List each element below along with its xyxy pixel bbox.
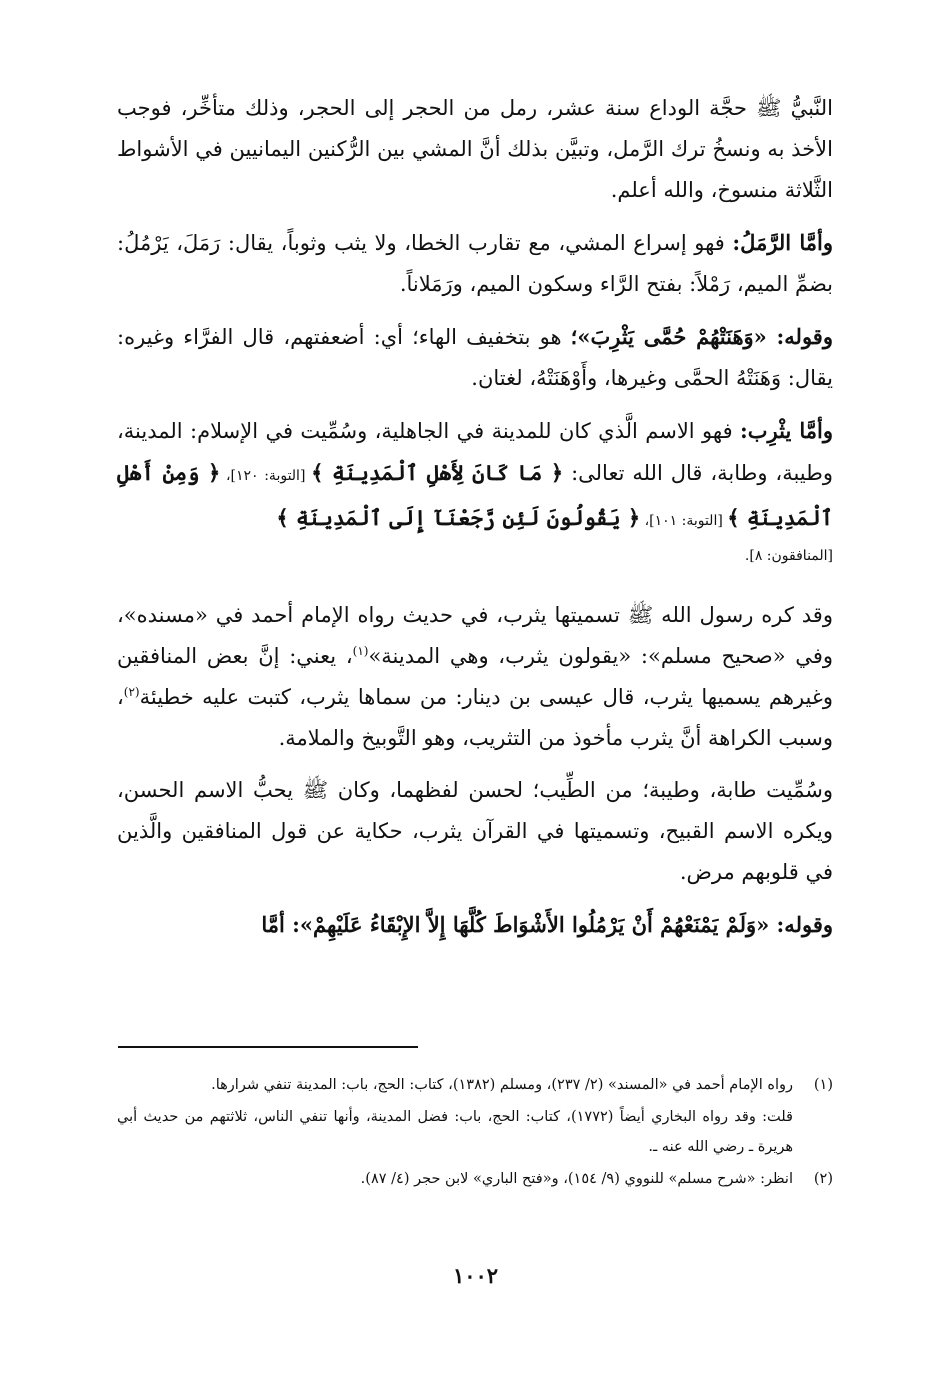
page-body <box>117 88 833 957</box>
paragraph-text: فهو إسراع المشي، مع تقارب الخطا، ولا يثب وثوباً، يقال: رَمَلَ، يَرْمُلُ: بضمِّ الميم، رَمْلاً: بفتح الرَّاء وسكون الميم، ورَمَلاناً. <box>117 231 833 296</box>
paragraph-text: ، يعني: إنَّ بعض المنافقين وغيرهم يسميها يثرب، قال عيسى بن دينار: من سماها يثرب، كتبت عليه خطيئة <box>117 644 833 709</box>
footnote-item <box>117 1164 833 1194</box>
verse-reference: [التوبة: ١٠١]، <box>640 513 728 529</box>
verse-reference: [التوبة: ١٢٠]، <box>220 468 312 484</box>
footnote-text: قلت: وقد رواه البخاري أيضاً (١٧٧٢)، كتاب: الحج، باب: فضل المدينة، وأنها تنفي الناس، ثلاثتهم من حديث أبي هريرة ـ رضي الله عنه ـ. <box>117 1109 793 1155</box>
paragraph-text: فهو الاسم الَّذي كان للمدينة في الجاهلية، وسُمِّيت في الإسلام: المدينة، وطيبة، وطابة، قال الله تعالى: <box>117 419 833 485</box>
footnote-text: انظر: «شرح مسلم» للنووي (٩/ ١٥٤)، و«فتح الباري» لابن حجر (٤/ ٨٧). <box>360 1171 793 1187</box>
paragraph-text: هو بتخفيف الهاء؛ أي: أضعفتهم، قال الفرَّاء وغيره: يقال: وَهَنَتْهُ الحمَّى وغيرها، وأَوْهَنَتْهُ، لغتان. <box>117 325 833 390</box>
quran-verse: ﴿ وَمِنْ أَهْلِ ٱلْمَدِينَةِ ﴾ <box>117 460 833 530</box>
verse-reference: [المنافقون: ٨]. <box>744 548 833 564</box>
paragraph-yathrib <box>117 410 833 542</box>
footnote-separator <box>118 1046 418 1048</box>
footnote-number: (١) <box>813 1077 833 1093</box>
paragraph-text: ، وسبب الكراهة أنَّ يثرب مأخوذ من التثريب، وهو التَّوبيخ والملامة. <box>117 685 833 750</box>
paragraph-lead: وأمَّا يثْرِب: <box>740 418 833 443</box>
footnote-text: رواه الإمام أحمد في «المسند» (٢/ ٢٣٧)، ومسلم (١٣٨٢)، كتاب: الحج، باب: المدينة تنفي شرارها. <box>211 1077 793 1093</box>
footnote-marker[interactable]: (٢) <box>123 685 140 699</box>
paragraph-text: وقد كره رسول الله ﷺ تسميتها يثرب، في حديث رواه الإمام أحمد في «مسنده»، وفي «صحيح مسلم»: «يقولون يثرب، وهي المدينة» <box>117 603 833 668</box>
footnote-number: (٢) <box>813 1171 833 1187</box>
paragraph-taba <box>117 770 833 893</box>
paragraph-text: وسُمِّيت طابة، وطيبة؛ من الطِّيب؛ لحسن لفظهما، وكان ﷺ يحبُّ الاسم الحسن، ويكره الاسم القبيح، وتسميتها في القرآن يثرب، حكاية عن قول المنافقين والَّذين في قلوبهم مرض. <box>117 778 833 884</box>
paragraph-ramal-history <box>117 88 833 211</box>
paragraph-wahanat <box>117 316 833 399</box>
quran-verse: ﴿ مَا كَانَ لِأَهْلِ ٱلْمَدِينَةِ ﴾ <box>311 460 564 485</box>
footnote-item <box>117 1070 833 1100</box>
paragraph-text: وقوله: «وَلَمْ يَمْنَعْهُمْ أَنْ يَرْمُلُوا الأَشْوَاطَ كُلَّهَا إِلاَّ الإِبْقَاءُ عَلَيْهِمْ»: أمَّا <box>261 912 833 937</box>
footnotes <box>117 1070 833 1196</box>
footnote-marker[interactable]: (١) <box>352 644 369 658</box>
paragraph-last-line <box>117 904 833 946</box>
paragraph-ramal-definition <box>117 222 833 305</box>
paragraph-lead: وأمَّا الرَّمَلُ: <box>732 230 833 255</box>
footnote-continuation <box>117 1102 833 1162</box>
page-number: ١٠٠٢ <box>452 1263 499 1288</box>
paragraph-text: النَّبيُّ ﷺ حجَّة الوداع سنة عشر، رمل من الحجر إلى الحجر، وذلك متأخِّر، فوجب الأخذ به ونسخُ ترك الرَّمل، وتبيَّن بذلك أنَّ المشي بين الرُّكنين اليمانيين في الأشواط الثَّلاثة منسوخ، والله أعلم. <box>117 96 833 202</box>
paragraph-lead: وقوله: «وَهَنَتْهُمْ حُمَّى يَثْرِبَ»؛ <box>570 324 833 349</box>
quran-verse: ﴿ يَقُولُونَ لَئِن رَّجَعْنَآ إِلَى ٱلْمَدِينَةِ ﴾ <box>276 505 641 530</box>
paragraph-naming <box>117 595 833 759</box>
